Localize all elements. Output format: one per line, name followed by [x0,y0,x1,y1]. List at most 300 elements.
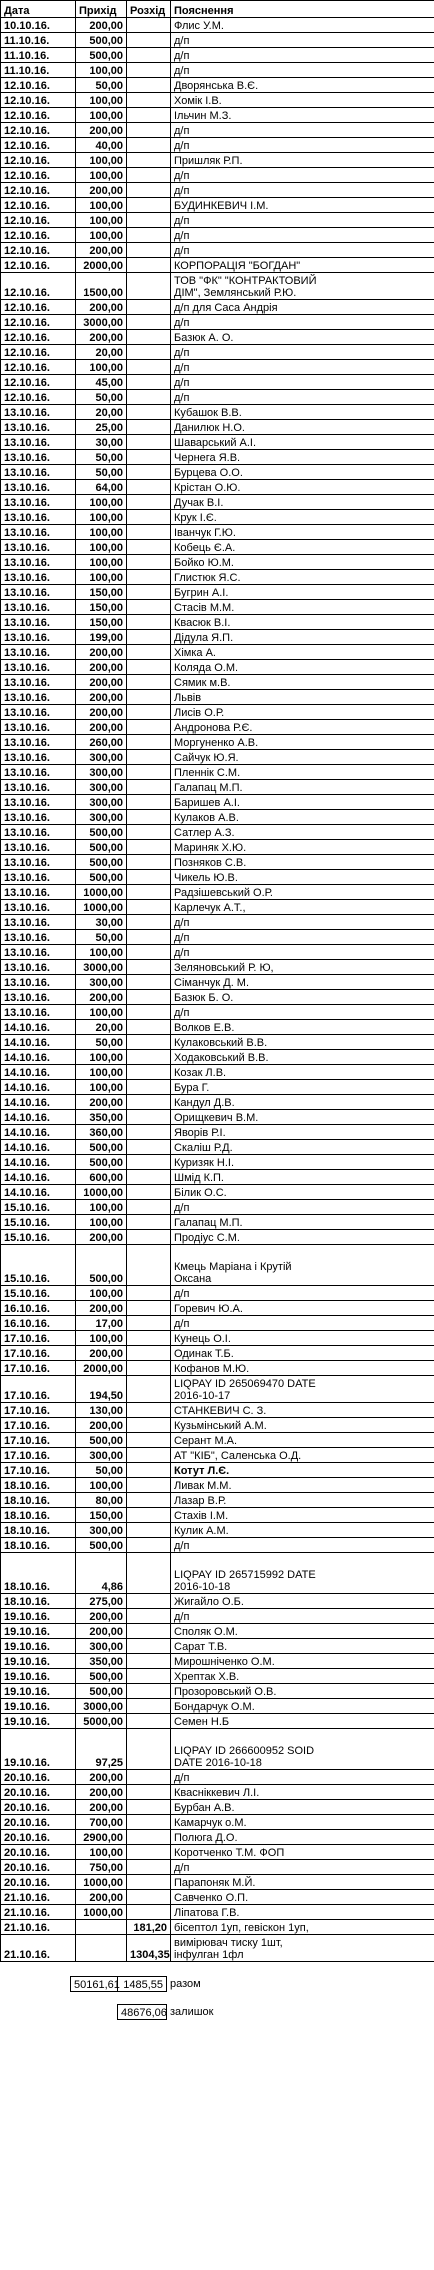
row-expense [127,138,171,153]
row-expense [127,63,171,78]
row-expense [127,93,171,108]
row-income: 500,00 [76,33,127,48]
row-date: 14.10.16. [1,1170,76,1185]
row-expense [127,1609,171,1624]
row-income: 200,00 [76,660,127,675]
row-note: д/п [171,48,434,63]
row-expense [127,855,171,870]
row-note: Радзішевський О.Р. [171,885,434,900]
row-note: Флис У.М. [171,18,434,33]
row-date: 18.10.16. [1,1508,76,1523]
row-income: 50,00 [76,1035,127,1050]
row-expense [127,975,171,990]
table-row [1,1185,434,1200]
row-expense [127,1905,171,1920]
row-income: 50,00 [76,78,127,93]
summary-block [0,1962,434,2052]
row-date: 11.10.16. [1,48,76,63]
row-income: 45,00 [76,375,127,390]
row-note: Квасніккевич Л.І. [171,1785,434,1800]
row-expense [127,1418,171,1433]
row-income: 700,00 [76,1815,127,1830]
row-note: Баришев А.І. [171,795,434,810]
table-row [1,1448,434,1463]
table-row [1,1699,434,1714]
row-expense [127,300,171,315]
row-expense [127,810,171,825]
row-income: 20,00 [76,1020,127,1035]
row-date: 12.10.16. [1,78,76,93]
row-note: БУДИНКЕВИЧ І.М. [171,198,434,213]
table-row [1,1005,434,1020]
row-date: 21.10.16. [1,1905,76,1920]
row-expense [127,1624,171,1639]
row-date: 12.10.16. [1,330,76,345]
row-income: 150,00 [76,585,127,600]
table-row [1,1920,434,1935]
row-date: 13.10.16. [1,690,76,705]
table-row [1,1376,434,1403]
row-income: 3000,00 [76,960,127,975]
total-expense: 1485,55 [117,1976,167,1992]
row-expense [127,1140,171,1155]
table-row [1,1905,434,1920]
row-note: Стасів М.М. [171,600,434,615]
row-date: 16.10.16. [1,1316,76,1331]
row-income: 100,00 [76,153,127,168]
row-income: 500,00 [76,48,127,63]
row-expense [127,465,171,480]
row-income: 150,00 [76,600,127,615]
row-expense [127,360,171,375]
table-row [1,1230,434,1245]
row-note: Камарчук о.М. [171,1815,434,1830]
table-row [1,1800,434,1815]
row-note: Кулаковський В.В. [171,1035,434,1050]
table-row [1,900,434,915]
row-income: 300,00 [76,975,127,990]
table-row [1,1433,434,1448]
row-income: 97,25 [76,1729,127,1770]
total-label: разом [170,1978,201,1990]
row-note: Жигайло О.Б. [171,1594,434,1609]
row-date: 13.10.16. [1,735,76,750]
row-income: 200,00 [76,18,127,33]
row-note: АТ "КІБ", Саленська О.Д. [171,1448,434,1463]
row-income: 350,00 [76,1654,127,1669]
row-date: 17.10.16. [1,1418,76,1433]
table-row [1,1493,434,1508]
table-row [1,1418,434,1433]
row-expense [127,315,171,330]
row-income: 100,00 [76,1845,127,1860]
row-income: 100,00 [76,510,127,525]
row-income: 300,00 [76,765,127,780]
row-date: 15.10.16. [1,1215,76,1230]
row-date: 20.10.16. [1,1815,76,1830]
table-row [1,735,434,750]
row-date: 18.10.16. [1,1553,76,1594]
row-note: д/п [171,123,434,138]
row-date: 15.10.16. [1,1286,76,1301]
table-row [1,198,434,213]
row-date: 14.10.16. [1,1155,76,1170]
row-date: 17.10.16. [1,1331,76,1346]
table-row [1,1815,434,1830]
row-note: д/п для Саса Андрія [171,300,434,315]
table-row [1,1845,434,1860]
row-expense [127,405,171,420]
row-date: 13.10.16. [1,705,76,720]
row-note: д/п [171,63,434,78]
row-note: Кмець Маріана і Крутій Оксана [171,1245,434,1286]
row-date: 17.10.16. [1,1463,76,1478]
row-date: 13.10.16. [1,930,76,945]
row-date: 12.10.16. [1,183,76,198]
row-expense [127,960,171,975]
row-date: 13.10.16. [1,960,76,975]
row-note: Парапоняк М.Й. [171,1875,434,1890]
row-date: 18.10.16. [1,1538,76,1553]
row-expense [127,1669,171,1684]
row-income: 1000,00 [76,900,127,915]
row-income: 100,00 [76,570,127,585]
row-expense [127,555,171,570]
row-note: Мирошніченко О.М. [171,1654,434,1669]
row-date: 15.10.16. [1,1245,76,1286]
row-date: 19.10.16. [1,1624,76,1639]
row-income: 1000,00 [76,885,127,900]
row-date: 13.10.16. [1,645,76,660]
table-row [1,510,434,525]
row-income: 80,00 [76,1493,127,1508]
row-note: Базюк А. О. [171,330,434,345]
row-income: 200,00 [76,183,127,198]
row-expense [127,1170,171,1185]
row-note: Галапац М.П. [171,780,434,795]
row-expense [127,1890,171,1905]
row-date: 12.10.16. [1,258,76,273]
row-note: д/п [171,915,434,930]
row-date: 13.10.16. [1,630,76,645]
row-date: 13.10.16. [1,600,76,615]
table-row [1,1669,434,1684]
row-income: 100,00 [76,213,127,228]
row-note: Глистюк Я.С. [171,570,434,585]
row-income [76,1935,127,1962]
row-income: 200,00 [76,300,127,315]
row-income: 25,00 [76,420,127,435]
row-income: 200,00 [76,1785,127,1800]
row-expense [127,1050,171,1065]
row-expense [127,630,171,645]
row-expense [127,1493,171,1508]
table-row [1,420,434,435]
table-row [1,1361,434,1376]
table-row [1,228,434,243]
row-income: 275,00 [76,1594,127,1609]
row-note: Скаліш Р.Д. [171,1140,434,1155]
row-note: Хімка А. [171,645,434,660]
row-expense [127,1020,171,1035]
row-income: 20,00 [76,345,127,360]
row-expense [127,615,171,630]
row-expense [127,1785,171,1800]
row-expense [127,78,171,93]
table-row [1,405,434,420]
row-note: Шаварський А.І. [171,435,434,450]
table-row [1,525,434,540]
row-date: 19.10.16. [1,1639,76,1654]
table-row [1,1080,434,1095]
row-date: 14.10.16. [1,1050,76,1065]
row-income: 200,00 [76,1770,127,1785]
row-income: 2000,00 [76,258,127,273]
row-date: 20.10.16. [1,1845,76,1860]
table-row [1,945,434,960]
row-expense [127,1553,171,1594]
row-note: Карлечук А.Т., [171,900,434,915]
table-row [1,123,434,138]
row-income: 50,00 [76,465,127,480]
row-date: 13.10.16. [1,885,76,900]
row-date: 19.10.16. [1,1654,76,1669]
table-row [1,1609,434,1624]
row-note: д/п [171,1316,434,1331]
row-expense [127,330,171,345]
table-row [1,780,434,795]
row-income: 200,00 [76,1346,127,1361]
row-expense [127,273,171,300]
row-income: 100,00 [76,1200,127,1215]
table-row [1,345,434,360]
row-income: 500,00 [76,1155,127,1170]
row-expense [127,435,171,450]
row-date: 13.10.16. [1,510,76,525]
row-note: д/п [171,138,434,153]
table-row [1,1301,434,1316]
row-note: Зеляновський Р. Ю, [171,960,434,975]
row-expense [127,1594,171,1609]
row-expense [127,420,171,435]
row-note: д/п [171,183,434,198]
row-date: 12.10.16. [1,108,76,123]
row-income: 500,00 [76,1669,127,1684]
row-expense [127,1403,171,1418]
table-row [1,1020,434,1035]
row-date: 13.10.16. [1,750,76,765]
row-note: Яворів Р.І. [171,1125,434,1140]
row-income: 300,00 [76,1448,127,1463]
row-income: 200,00 [76,1890,127,1905]
row-date: 13.10.16. [1,495,76,510]
table-row [1,615,434,630]
row-income: 100,00 [76,360,127,375]
row-note: Чикель Ю.В. [171,870,434,885]
row-expense [127,1523,171,1538]
row-note: д/п [171,1005,434,1020]
row-expense [127,213,171,228]
table-row [1,690,434,705]
table-row [1,183,434,198]
row-date: 19.10.16. [1,1699,76,1714]
row-expense [127,228,171,243]
row-expense [127,198,171,213]
row-expense [127,48,171,63]
table-row [1,390,434,405]
row-expense [127,1245,171,1286]
row-expense [127,1433,171,1448]
row-note: д/п [171,345,434,360]
row-date: 13.10.16. [1,585,76,600]
row-note: д/п [171,1609,434,1624]
row-expense [127,1286,171,1301]
table-row [1,600,434,615]
row-income: 200,00 [76,990,127,1005]
table-row [1,63,434,78]
ledger-body [1,18,434,1962]
row-date: 19.10.16. [1,1684,76,1699]
table-row [1,1714,434,1729]
table-row [1,720,434,735]
row-expense [127,585,171,600]
row-date: 13.10.16. [1,465,76,480]
row-expense [127,930,171,945]
row-note: Галапац М.П. [171,1215,434,1230]
row-note: Бугрин А.І. [171,585,434,600]
table-row [1,1331,434,1346]
row-expense [127,1478,171,1493]
row-note: д/п [171,168,434,183]
row-expense [127,1508,171,1523]
row-expense [127,915,171,930]
row-expense [127,1361,171,1376]
table-row [1,93,434,108]
row-income: 200,00 [76,690,127,705]
row-date: 20.10.16. [1,1860,76,1875]
row-note: Хомік І.В. [171,93,434,108]
row-income: 100,00 [76,63,127,78]
row-note: Серант М.А. [171,1433,434,1448]
table-row [1,360,434,375]
row-expense [127,1095,171,1110]
row-date: 13.10.16. [1,450,76,465]
row-note: Ліпатова Г.В. [171,1905,434,1920]
row-expense [127,1714,171,1729]
row-expense [127,645,171,660]
row-income: 20,00 [76,405,127,420]
row-note: LIQPAY ID 265069470 DATE 2016-10-17 [171,1376,434,1403]
table-row [1,1639,434,1654]
row-expense [127,183,171,198]
row-date: 12.10.16. [1,273,76,300]
row-note: Ливак М.М. [171,1478,434,1493]
table-row [1,960,434,975]
row-note: бісептол 1уп, гевіскон 1уп, [171,1920,434,1935]
row-date: 18.10.16. [1,1523,76,1538]
row-date: 13.10.16. [1,780,76,795]
table-row [1,1860,434,1875]
table-row [1,465,434,480]
row-date: 13.10.16. [1,675,76,690]
row-income: 3000,00 [76,1699,127,1714]
row-expense [127,1155,171,1170]
table-row [1,1050,434,1065]
table-row [1,108,434,123]
row-date: 11.10.16. [1,33,76,48]
row-expense [127,600,171,615]
row-note: Ходаковський В.В. [171,1050,434,1065]
row-note: Кунець О.І. [171,1331,434,1346]
table-row [1,1729,434,1770]
table-row [1,795,434,810]
row-note: Куризяк Н.І. [171,1155,434,1170]
row-income: 100,00 [76,1005,127,1020]
row-date: 17.10.16. [1,1361,76,1376]
row-date: 13.10.16. [1,555,76,570]
row-note: д/п [171,390,434,405]
table-row [1,705,434,720]
row-income: 500,00 [76,1684,127,1699]
row-date: 17.10.16. [1,1376,76,1403]
row-date: 13.10.16. [1,660,76,675]
row-income: 100,00 [76,555,127,570]
header-date: Дата [1,1,76,18]
row-income: 30,00 [76,435,127,450]
table-row [1,1508,434,1523]
table-row [1,885,434,900]
table-row [1,1065,434,1080]
row-expense [127,675,171,690]
row-expense [127,705,171,720]
table-row [1,870,434,885]
header-row [1,1,434,18]
row-income: 300,00 [76,1639,127,1654]
row-expense [127,1110,171,1125]
row-expense [127,885,171,900]
table-row [1,1770,434,1785]
row-expense [127,1301,171,1316]
row-expense [127,900,171,915]
row-date: 18.10.16. [1,1594,76,1609]
row-expense [127,1035,171,1050]
row-date: 13.10.16. [1,480,76,495]
row-date: 13.10.16. [1,840,76,855]
row-expense [127,870,171,885]
header-income: Прихід [76,1,127,18]
row-note: Савченко О.П. [171,1890,434,1905]
table-row [1,258,434,273]
row-date: 20.10.16. [1,1770,76,1785]
table-row [1,1245,434,1286]
table-row [1,435,434,450]
row-date: 12.10.16. [1,153,76,168]
row-date: 13.10.16. [1,975,76,990]
table-row [1,1684,434,1699]
row-date: 14.10.16. [1,1035,76,1050]
row-expense [127,570,171,585]
table-row [1,1286,434,1301]
row-expense [127,450,171,465]
row-note: Кандул Д.В. [171,1095,434,1110]
row-income: 200,00 [76,123,127,138]
row-expense [127,375,171,390]
row-date: 12.10.16. [1,390,76,405]
row-note: Сіманчук Д. М. [171,975,434,990]
row-date: 12.10.16. [1,228,76,243]
row-date: 21.10.16. [1,1890,76,1905]
row-date: 12.10.16. [1,300,76,315]
